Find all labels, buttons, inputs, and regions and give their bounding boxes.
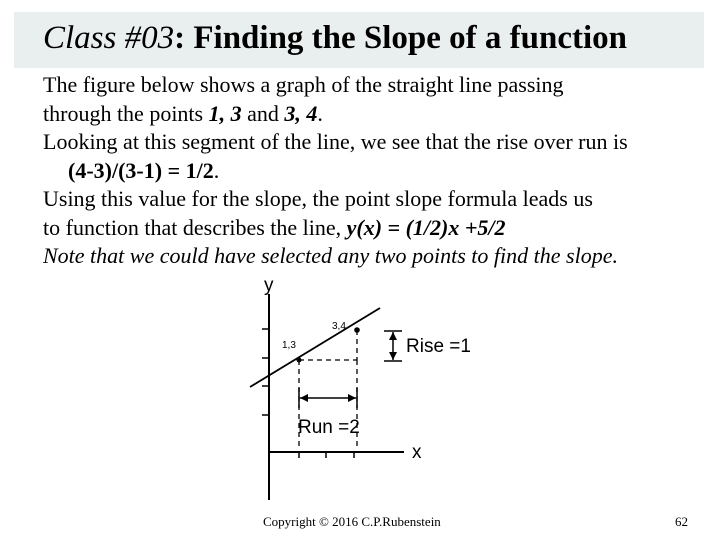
run-arrow-right [348,394,356,402]
y-axis-label: y [264,275,274,296]
title-prefix: Class #03 [43,20,175,56]
body-text [43,71,703,271]
point-2 [354,327,360,333]
x-axis-label: x [412,442,422,463]
rise-over-run-expression: (4-3)/(3-1) = 1/2 [68,157,214,183]
body-text-span: to function that describes the line, [43,214,347,240]
run-dimension [299,388,357,408]
body-line-6 [43,214,703,243]
rise-label: Rise =1 [406,336,471,357]
copyright: Copyright © 2016 C.P.Rubenstein [263,514,441,529]
title-main: : Finding the Slope of a function [174,20,628,56]
body-line-2 [43,100,703,129]
body-line-7 [43,242,703,271]
rise-dimension [384,331,402,361]
body-text-span: . [317,100,323,126]
run-arrow-left [300,394,308,402]
run-label: Run =2 [298,417,360,438]
body-text-span: through the points [43,100,209,126]
point-2-text: 3, 4 [284,100,318,126]
line-equation: y(x) = (1/2)x +5/2 [346,214,506,240]
slope-figure [232,272,492,504]
body-line-1: The figure below shows a graph of the straight line passing [43,72,564,97]
point-1-text: 1, 3 [208,100,242,126]
note-text: Note that we could have selected any two points to find the slope. [43,243,618,268]
body-line-5: Using this value for the slope, the point slope formula leads us [43,186,593,211]
body-text-span: and [241,100,285,126]
point-1 [297,358,302,363]
body-text-span: . [213,157,220,183]
rise-arrow-down [389,352,397,360]
rise-arrow-up [389,332,397,340]
point-2-label: 3,4 [332,321,346,332]
point-1-label: 1,3 [282,340,296,351]
slide-title [43,20,627,57]
page-number: 62 [675,514,688,529]
body-line-3: Looking at this segment of the line, we see that the rise over run is [43,129,628,154]
body-line-4 [43,157,703,186]
